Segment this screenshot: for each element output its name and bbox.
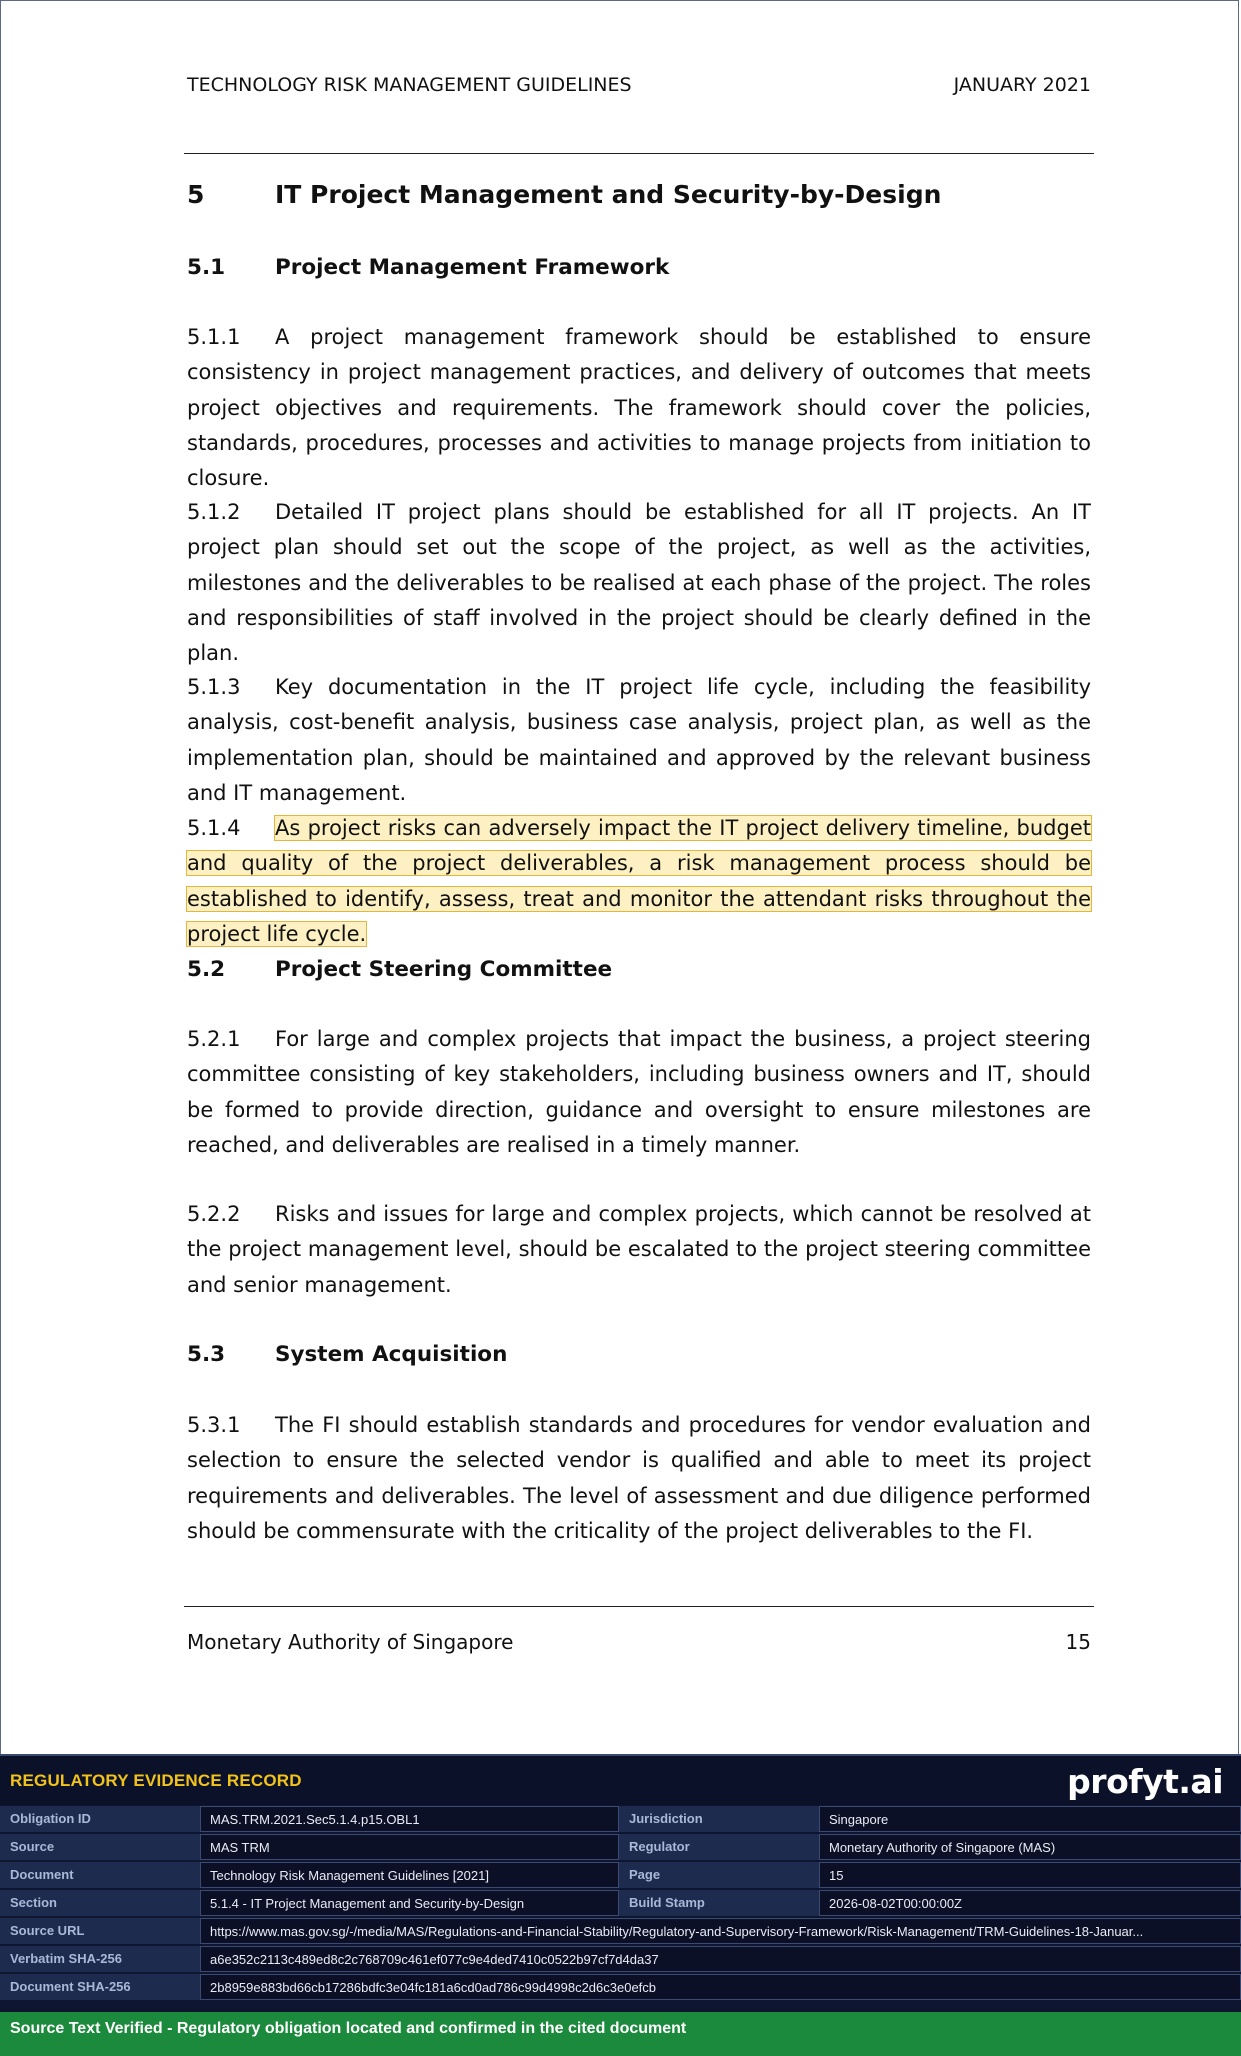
header-title: TECHNOLOGY RISK MANAGEMENT GUIDELINES (187, 74, 632, 96)
evidence-row-wide (0, 1946, 1241, 1972)
running-footer (187, 1630, 1091, 1654)
paragraph-5-1-2 (187, 495, 1091, 671)
paragraph-5-1-1 (187, 320, 1091, 496)
paragraph-number: 5.2.1 (187, 1027, 241, 1051)
running-header (187, 74, 1091, 96)
paragraph-text: A project management framework should be established to ensure consistency in project management practices, and delivery of outcomes that meets project objectives and requirements. The framework should cover the policies, standards, procedures, processes and activities to manage projects from initiation to closure. (187, 325, 1091, 491)
source-url-link[interactable]: https://www.mas.gov.sg/-/media/MAS/Regulations-and-Financial-Stability/Regulatory-and-Supervisory-Framework/Risk-Management/TRM-Guidelines-18-Januar... (200, 1918, 1241, 1944)
evidence-key: Verbatim SHA-256 (0, 1946, 200, 1972)
header-rule (184, 153, 1094, 154)
subsection-title: Project Management Framework (275, 255, 670, 280)
paragraph-number: 5.2.2 (187, 1202, 241, 1226)
evidence-value: MAS.TRM.2021.Sec5.1.4.p15.OBL1 (200, 1806, 619, 1832)
paragraph-5-1-3 (187, 670, 1091, 811)
hash-value: 2b8959e883bd66cb17286bdfc3e04fc181a6cd0ad786c99d4998c2d6c3e0efcb (200, 1974, 1241, 2000)
evidence-value: 5.1.4 - IT Project Management and Security-by-Design (200, 1890, 619, 1916)
paragraph-text: Risks and issues for large and complex projects, which cannot be resolved at the project management level, should be escalated to the project steering committee and senior management. (187, 1202, 1091, 1297)
subsection-number: 5.1 (187, 255, 226, 280)
evidence-value: 2026-08-02T00:00:00Z (819, 1890, 1241, 1916)
highlighted-obligation-text: As project risks can adversely impact the IT project delivery timeline, budget and quality of the project deliverables, a risk management process should be established to identify, assess, treat and monitor the attendant risks throughout the project life cycle. (187, 816, 1091, 946)
evidence-row-wide (0, 1974, 1241, 2000)
evidence-title: REGULATORY EVIDENCE RECORD (10, 1771, 302, 1790)
footer-authority: Monetary Authority of Singapore (187, 1630, 514, 1654)
hash-value: a6e352c2113c489ed8c2c768709c461ef077c9e4ded7410c0522b97cf7d4da37 (200, 1946, 1241, 1972)
evidence-key: Document SHA-256 (0, 1974, 200, 2000)
paragraph-number: 5.1.4 (187, 816, 241, 840)
evidence-key: Page (619, 1862, 819, 1888)
evidence-value: MAS TRM (200, 1834, 619, 1860)
evidence-key: Jurisdiction (619, 1806, 819, 1832)
paragraph-text: Key documentation in the IT project life cycle, including the feasibility analysis, cost-benefit analysis, business case analysis, project plan, as well as the implementation plan, should be maintained and approved by the relevant business and IT management. (187, 675, 1091, 805)
header-date: JANUARY 2021 (953, 74, 1091, 96)
evidence-key: Source (0, 1834, 200, 1860)
evidence-key: Regulator (619, 1834, 819, 1860)
paragraph-text: Detailed IT project plans should be established for all IT projects. An IT project plan should set out the scope of the project, as well as the activities, milestones and the deliverables to be realised at each phase of the project. The roles and responsibilities of staff involved in the project should be clearly defined in the plan. (187, 500, 1091, 666)
evidence-row (0, 1890, 1241, 1916)
section-heading (187, 180, 941, 209)
evidence-value: 15 (819, 1862, 1241, 1888)
paragraph-5-1-4 (187, 811, 1091, 952)
subsection-heading-5-1 (187, 255, 669, 280)
evidence-value: Monetary Authority of Singapore (MAS) (819, 1834, 1241, 1860)
paragraph-number: 5.1.3 (187, 675, 241, 699)
evidence-row-wide (0, 1918, 1241, 1944)
evidence-value: Technology Risk Management Guidelines [2021] (200, 1862, 619, 1888)
evidence-key: Source URL (0, 1918, 200, 1944)
subsection-title: Project Steering Committee (275, 957, 613, 982)
evidence-row (0, 1834, 1241, 1860)
profyt-logo: profyt.ai (1067, 1762, 1223, 1801)
paragraph-text: For large and complex projects that impact the business, a project steering committee consisting of key stakeholders, including business owners and IT, should be formed to provide direction, guidance and oversight to ensure milestones are reached, and deliverables are realised in a timely manner. (187, 1027, 1091, 1157)
paragraph-5-3-1 (187, 1408, 1091, 1549)
section-number: 5 (187, 180, 205, 209)
subsection-title: System Acquisition (275, 1342, 508, 1367)
page-number: 15 (1065, 1630, 1091, 1654)
footer-rule (184, 1606, 1094, 1607)
verification-status-bar: Source Text Verified - Regulatory obligation located and confirmed in the cited document (0, 2012, 1241, 2056)
evidence-header (0, 1754, 1241, 1805)
paragraph-number: 5.1.2 (187, 500, 241, 524)
subsection-number: 5.3 (187, 1342, 226, 1367)
paragraph-5-2-2 (187, 1197, 1091, 1303)
evidence-record-panel (0, 1754, 1241, 2056)
evidence-key: Obligation ID (0, 1806, 200, 1832)
evidence-row (0, 1806, 1241, 1832)
evidence-key: Build Stamp (619, 1890, 819, 1916)
paragraph-text: The FI should establish standards and procedures for vendor evaluation and selection to ensure the selected vendor is qualified and able to meet its project requirements and deliverables. The level of assessment and due diligence performed should be commensurate with the criticality of the project deliverables to the FI. (187, 1413, 1091, 1543)
paragraph-number: 5.1.1 (187, 325, 241, 349)
paragraph-5-2-1 (187, 1022, 1091, 1163)
paragraph-number: 5.3.1 (187, 1413, 241, 1437)
subsection-number: 5.2 (187, 957, 226, 982)
evidence-row (0, 1862, 1241, 1888)
subsection-heading-5-3 (187, 1342, 507, 1367)
evidence-value: Singapore (819, 1806, 1241, 1832)
section-title: IT Project Management and Security-by-Design (275, 180, 942, 209)
evidence-key: Document (0, 1862, 200, 1888)
subsection-heading-5-2 (187, 957, 612, 982)
evidence-key: Section (0, 1890, 200, 1916)
